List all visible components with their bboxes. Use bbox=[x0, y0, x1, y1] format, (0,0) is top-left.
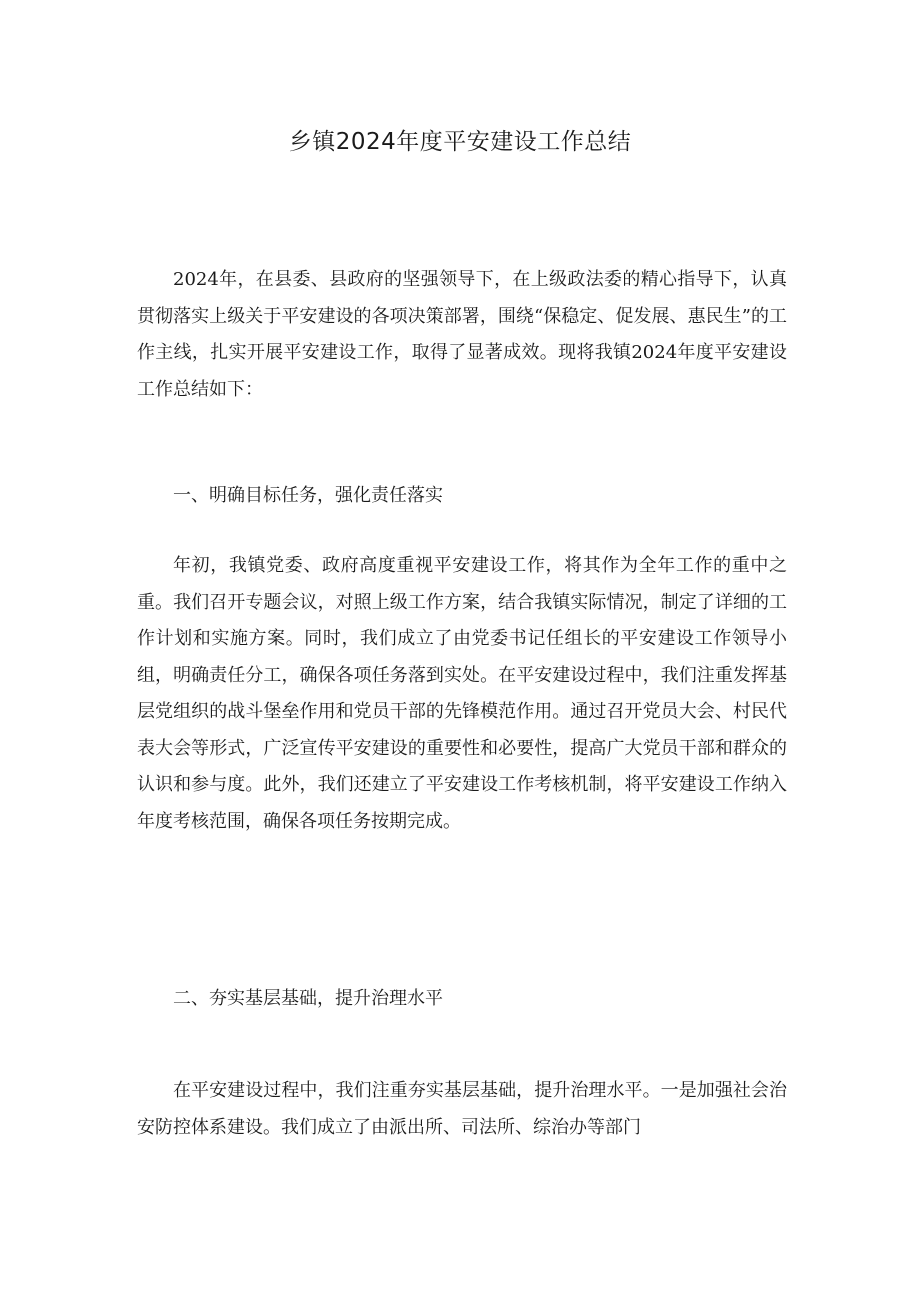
section-one-heading-block bbox=[137, 478, 787, 515]
section-heading: 一、明确目标任务，强化责任落实 bbox=[173, 485, 443, 506]
section-one-body-block bbox=[137, 548, 787, 840]
section-two-heading-block bbox=[137, 981, 787, 1018]
section-two-body-block bbox=[137, 1073, 787, 1146]
section-heading: 二、夯实基层基础，提升治理水平 bbox=[173, 988, 443, 1009]
document-title: 乡镇2024年度平安建设工作总结 bbox=[288, 129, 632, 155]
intro-paragraph: 2024年，在县委、县政府的坚强领导下，在上级政法委的精心指导下，认真贯彻落实上级关于平安建设的各项决策部署，围绕“保稳定、促发展、惠民生”的工作主线，扎实开展平安建设工作，取得了显著成效。现将我镇2024年度平安建设工作总结如下： bbox=[137, 269, 787, 400]
section-paragraph: 年初，我镇党委、政府高度重视平安建设工作，将其作为全年工作的重中之重。我们召开专题会议，对照上级工作方案，结合我镇实际情况，制定了详细的工作计划和实施方案。同时，我们成立了由党委书记任组长的平安建设工作领导小组，明确责任分工，确保各项任务落到实处。在平安建设过程中，我们注重发挥基层党组织的战斗堡垒作用和党员干部的先锋模范作用。通过召开党员大会、村民代表大会等形式，广泛宣传平安建设的重要性和必要性，提高广大党员干部和群众的认识和参与度。此外，我们还建立了平安建设工作考核机制，将平安建设工作纳入年度考核范围，确保各项任务按期完成。 bbox=[137, 555, 787, 832]
intro-section bbox=[137, 262, 787, 408]
section-paragraph: 在平安建设过程中，我们注重夯实基层基础，提升治理水平。一是加强社会治安防控体系建设。我们成立了由派出所、司法所、综治办等部门 bbox=[137, 1080, 787, 1138]
